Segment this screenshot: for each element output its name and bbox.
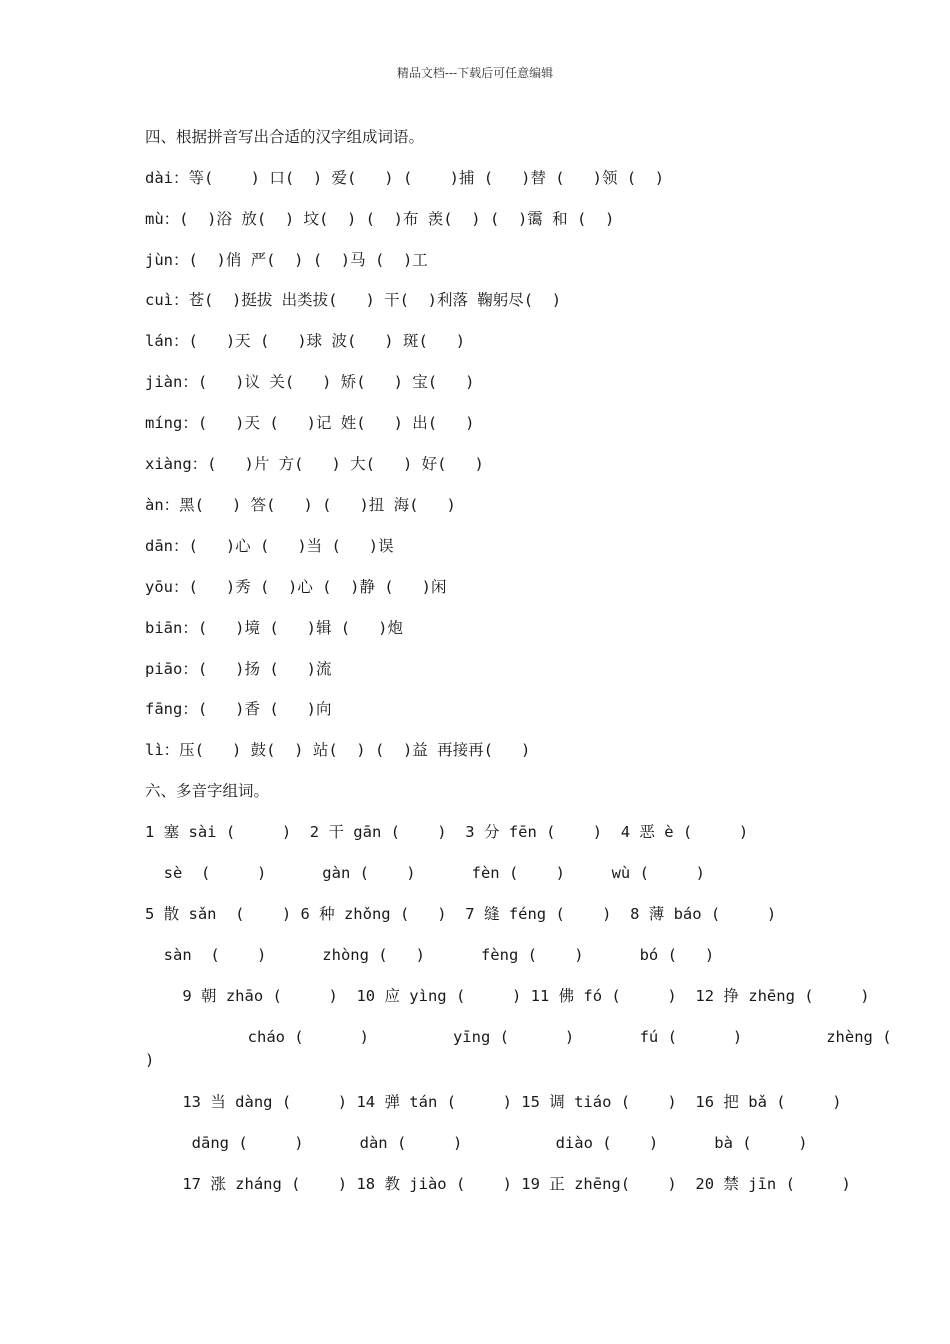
polyphone-row-17-20: 17 涨 zháng ( ) 18 教 jiào ( ) 19 正 zhēng( ) 20 禁 jīn ( ) bbox=[145, 1175, 851, 1193]
pinyin-line-dan: dān：( )心 ( )当 ( )误 bbox=[145, 537, 394, 555]
pinyin-line-bian: biān：( )境 ( )辑 ( )炮 bbox=[145, 619, 403, 637]
polyphone-row-1-4: 1 塞 sài ( ) 2 干 gān ( ) 3 分 fēn ( ) 4 恶 è ( ) bbox=[145, 823, 749, 841]
polyphone-row-1-4-alt: sè ( ) gàn ( ) fèn ( ) wù ( ) bbox=[145, 864, 705, 882]
pinyin-line-an: àn：黑( ) 答( ) ( )扭 海( ) bbox=[145, 496, 456, 514]
pinyin-line-xiang: xiàng：( )片 方( ) 大( ) 好( ) bbox=[145, 455, 484, 473]
pinyin-line-mu: mù：( )浴 放( ) 坟( ) ( )布 羡( ) ( )霭 和 ( ) bbox=[145, 210, 615, 228]
pinyin-line-ming: míng：( )天 ( )记 姓( ) 出( ) bbox=[145, 414, 475, 432]
section-4-heading: 四、根据拼音写出合适的汉字组成词语。 bbox=[145, 128, 425, 146]
polyphone-row-9-12-alt: cháo ( ) yīng ( ) fú ( ) zhèng ( bbox=[145, 1028, 892, 1046]
polyphone-row-9-12: 9 朝 zhāo ( ) 10 应 yìng ( ) 11 佛 fó ( ) 12 挣 zhēng ( ) bbox=[145, 987, 870, 1005]
page-header: 精品文档---下载后可任意编辑 bbox=[396, 66, 554, 80]
section-6-heading: 六、多音字组词。 bbox=[145, 782, 270, 800]
pinyin-line-dai: dài：等( ) 口( ) 爱( ) ( )捕 ( )替 ( )领 ( ) bbox=[145, 169, 665, 187]
polyphone-row-9-12-wrap: ) bbox=[145, 1051, 155, 1069]
polyphone-row-5-8-alt: sàn ( ) zhòng ( ) fèng ( ) bó ( ) bbox=[145, 946, 715, 964]
pinyin-line-piao: piāo：( )扬 ( )流 bbox=[145, 660, 332, 678]
polyphone-row-5-8: 5 散 sǎn ( ) 6 种 zhǒng ( ) 7 缝 féng ( ) 8 薄 báo ( ) bbox=[145, 905, 777, 923]
pinyin-line-lan: lán：( )天 ( )球 波( ) 斑( ) bbox=[145, 332, 466, 350]
pinyin-line-fang: fāng：( )香 ( )向 bbox=[145, 700, 332, 718]
pinyin-line-jun: jùn：( )俏 严( ) ( )马 ( )工 bbox=[145, 251, 428, 269]
polyphone-row-13-16-alt: dāng ( ) dàn ( ) diào ( ) bà ( ) bbox=[145, 1134, 808, 1152]
pinyin-line-cui: cuì：苍( )挺拔 出类拔( ) 干( )利落 鞠躬尽( ) bbox=[145, 291, 562, 309]
pinyin-line-jian: jiàn：( )议 关( ) 矫( ) 宝( ) bbox=[145, 373, 475, 391]
polyphone-row-13-16: 13 当 dàng ( ) 14 弹 tán ( ) 15 调 tiáo ( ) 16 把 bǎ ( ) bbox=[145, 1093, 842, 1111]
pinyin-line-you: yōu：( )秀 ( )心 ( )静 ( )闲 bbox=[145, 578, 447, 596]
pinyin-line-li: lì：压( ) 鼓( ) 站( ) ( )益 再接再( ) bbox=[145, 741, 531, 759]
